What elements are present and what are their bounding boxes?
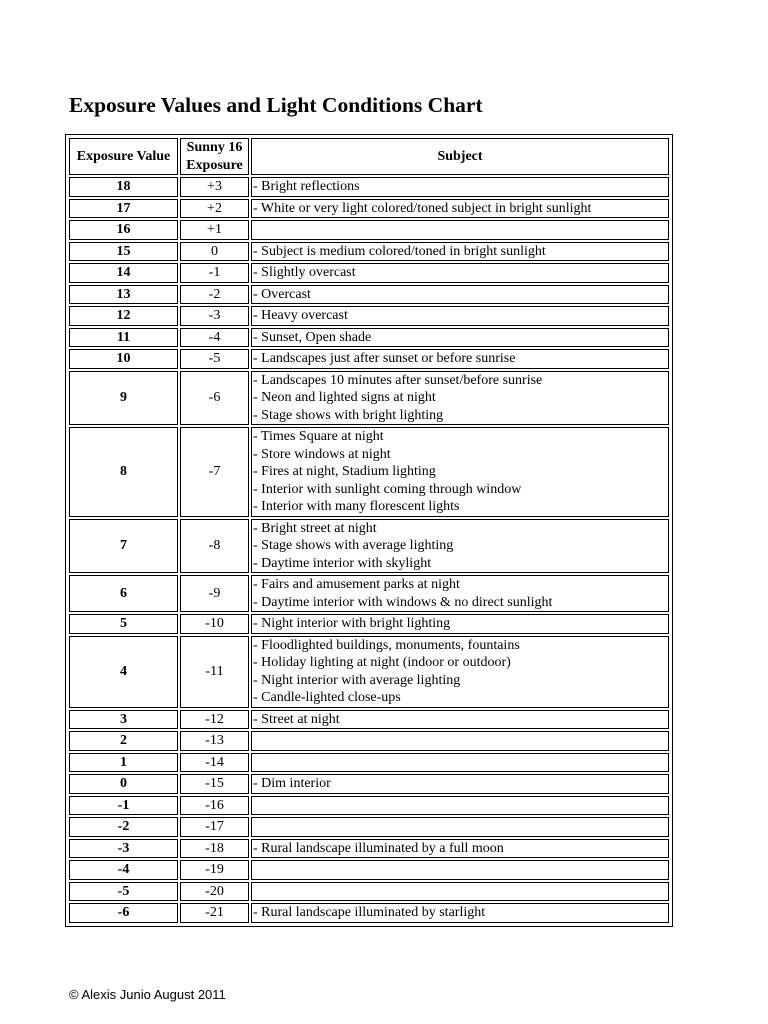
subject-line: - Neon and lighted signs at night: [253, 390, 436, 405]
header-sunny16-line1: Sunny 16: [186, 140, 243, 155]
table-row: [69, 349, 669, 369]
subject-line: - Floodlighted buildings, monuments, fountains: [253, 637, 520, 653]
subject-line: - Stage shows with average lighting: [253, 538, 454, 553]
table-row: [69, 614, 669, 634]
exposure-value-cell: 17: [69, 199, 178, 219]
exposure-value-cell: -4: [69, 860, 178, 880]
exposure-value-cell: -1: [69, 796, 178, 816]
table-row: [69, 636, 669, 708]
exposure-value-cell: 11: [69, 328, 178, 348]
subject-line: - Daytime interior with skylight: [253, 555, 432, 571]
subject-cell: [251, 614, 669, 634]
sunny16-exposure-cell: -5: [180, 349, 249, 369]
exposure-value-cell: 2: [69, 731, 178, 751]
subject-line: - Stage shows with bright lighting: [253, 407, 444, 423]
table-row: [69, 839, 669, 859]
sunny16-exposure-cell: +2: [180, 199, 249, 219]
subject-empty: [253, 221, 666, 239]
table-row: [69, 882, 669, 902]
subject-line: - Sunset, Open shade: [253, 329, 372, 345]
subject-line: - Landscapes just after sunset or before sunrise: [253, 351, 516, 366]
table-row: [69, 371, 669, 426]
sunny16-exposure-cell: -17: [180, 817, 249, 837]
exposure-value-cell: 3: [69, 710, 178, 730]
subject-cell: [251, 263, 669, 283]
header-exposure-value: Exposure Value: [69, 138, 178, 175]
table-row: [69, 177, 669, 197]
subject-line: - Holiday lighting at night (indoor or outdoor): [253, 655, 511, 670]
subject-line: - Street at night: [253, 711, 340, 727]
table-row: [69, 519, 669, 574]
exposure-value-cell: 12: [69, 306, 178, 326]
sunny16-exposure-cell: -21: [180, 903, 249, 923]
subject-cell: [251, 575, 669, 612]
table-row: [69, 817, 669, 837]
copyright-footer: © Alexis Junio August 2011: [69, 987, 226, 1002]
sunny16-exposure-cell: -2: [180, 285, 249, 305]
table-row: [69, 263, 669, 283]
subject-empty: [253, 732, 666, 750]
subject-cell: [251, 796, 669, 816]
subject-cell: [251, 860, 669, 880]
subject-cell: [251, 306, 669, 326]
subject-cell: [251, 731, 669, 751]
table-row: [69, 199, 669, 219]
table-row: [69, 903, 669, 923]
subject-line: - Bright street at night: [253, 520, 377, 536]
exposure-table: [67, 136, 671, 925]
subject-line: - Interior with many florescent lights: [253, 499, 460, 514]
sunny16-exposure-cell: -3: [180, 306, 249, 326]
subject-line: - Daytime interior with windows & no direct sunlight: [253, 594, 553, 610]
sunny16-exposure-cell: -4: [180, 328, 249, 348]
subject-empty: [253, 861, 666, 879]
subject-cell: [251, 839, 669, 859]
sunny16-exposure-cell: -9: [180, 575, 249, 612]
subject-cell: [251, 753, 669, 773]
sunny16-exposure-cell: -8: [180, 519, 249, 574]
exposure-value-cell: 0: [69, 774, 178, 794]
exposure-value-cell: 5: [69, 614, 178, 634]
subject-line: - Dim interior: [253, 776, 331, 791]
subject-cell: [251, 220, 669, 240]
subject-line: - Interior with sunlight coming through window: [253, 481, 522, 497]
exposure-value-cell: 6: [69, 575, 178, 612]
table-row: [69, 427, 669, 517]
table-row: [69, 328, 669, 348]
subject-cell: [251, 519, 669, 574]
subject-cell: [251, 328, 669, 348]
sunny16-exposure-cell: -15: [180, 774, 249, 794]
exposure-value-cell: 14: [69, 263, 178, 283]
subject-line: - White or very light colored/toned subject in bright sunlight: [253, 200, 592, 216]
subject-empty: [253, 883, 666, 901]
table-header-row: [69, 138, 669, 175]
sunny16-exposure-cell: -1: [180, 263, 249, 283]
subject-line: - Store windows at night: [253, 446, 391, 462]
table-row: [69, 306, 669, 326]
subject-line: - Rural landscape illuminated by a full moon: [253, 840, 504, 856]
exposure-value-cell: 18: [69, 177, 178, 197]
subject-line: - Fairs and amusement parks at night: [253, 577, 460, 592]
sunny16-exposure-cell: -7: [180, 427, 249, 517]
sunny16-exposure-cell: -14: [180, 753, 249, 773]
subject-cell: [251, 177, 669, 197]
subject-line: - Rural landscape illuminated by starlight: [253, 905, 486, 920]
subject-empty: [253, 797, 666, 815]
exposure-value-cell: 7: [69, 519, 178, 574]
subject-line: - Heavy overcast: [253, 308, 348, 323]
exposure-value-cell: 4: [69, 636, 178, 708]
subject-cell: [251, 903, 669, 923]
subject-empty: [253, 818, 666, 836]
table-row: [69, 575, 669, 612]
subject-line: - Landscapes 10 minutes after sunset/before sunrise: [253, 372, 543, 388]
subject-line: - Subject is medium colored/toned in bright sunlight: [253, 243, 546, 259]
subject-cell: [251, 710, 669, 730]
subject-cell: [251, 242, 669, 262]
subject-line: - Overcast: [253, 286, 311, 302]
header-subject: Subject: [251, 138, 669, 175]
subject-cell: [251, 371, 669, 426]
sunny16-exposure-cell: +3: [180, 177, 249, 197]
table-row: [69, 242, 669, 262]
table-row: [69, 710, 669, 730]
header-sunny16-line2: Exposure: [186, 157, 243, 173]
exposure-value-cell: 1: [69, 753, 178, 773]
exposure-value-cell: -2: [69, 817, 178, 837]
table-row: [69, 220, 669, 240]
exposure-value-cell: 13: [69, 285, 178, 305]
exposure-value-cell: -6: [69, 903, 178, 923]
sunny16-exposure-cell: -12: [180, 710, 249, 730]
table-row: [69, 285, 669, 305]
subject-cell: [251, 817, 669, 837]
table-row: [69, 860, 669, 880]
exposure-value-cell: -3: [69, 839, 178, 859]
table-row: [69, 753, 669, 773]
subject-cell: [251, 774, 669, 794]
sunny16-exposure-cell: -16: [180, 796, 249, 816]
subject-line: - Night interior with average lighting: [253, 672, 461, 688]
exposure-value-cell: -5: [69, 882, 178, 902]
subject-cell: [251, 427, 669, 517]
subject-cell: [251, 636, 669, 708]
exposure-value-cell: 16: [69, 220, 178, 240]
subject-line: - Times Square at night: [253, 429, 384, 444]
sunny16-exposure-cell: -10: [180, 614, 249, 634]
sunny16-exposure-cell: +1: [180, 220, 249, 240]
sunny16-exposure-cell: -18: [180, 839, 249, 859]
exposure-value-cell: 10: [69, 349, 178, 369]
subject-line: - Bright reflections: [253, 179, 360, 194]
exposure-value-cell: 8: [69, 427, 178, 517]
subject-cell: [251, 882, 669, 902]
sunny16-exposure-cell: -11: [180, 636, 249, 708]
header-sunny16: [180, 138, 249, 175]
sunny16-exposure-cell: 0: [180, 242, 249, 262]
table-row: [69, 774, 669, 794]
subject-cell: [251, 349, 669, 369]
subject-line: - Fires at night, Stadium lighting: [253, 464, 436, 479]
table-body: [69, 177, 669, 923]
sunny16-exposure-cell: -13: [180, 731, 249, 751]
sunny16-exposure-cell: -19: [180, 860, 249, 880]
subject-cell: [251, 199, 669, 219]
subject-line: - Night interior with bright lighting: [253, 616, 451, 631]
exposure-value-cell: 9: [69, 371, 178, 426]
subject-cell: [251, 285, 669, 305]
sunny16-exposure-cell: -20: [180, 882, 249, 902]
exposure-table-frame: [65, 134, 673, 927]
sunny16-exposure-cell: -6: [180, 371, 249, 426]
table-row: [69, 796, 669, 816]
table-row: [69, 731, 669, 751]
exposure-value-cell: 15: [69, 242, 178, 262]
subject-line: - Slightly overcast: [253, 265, 356, 280]
subject-empty: [253, 754, 666, 772]
subject-line: - Candle-lighted close-ups: [253, 690, 401, 705]
page-title: Exposure Values and Light Conditions Chart: [69, 93, 483, 117]
